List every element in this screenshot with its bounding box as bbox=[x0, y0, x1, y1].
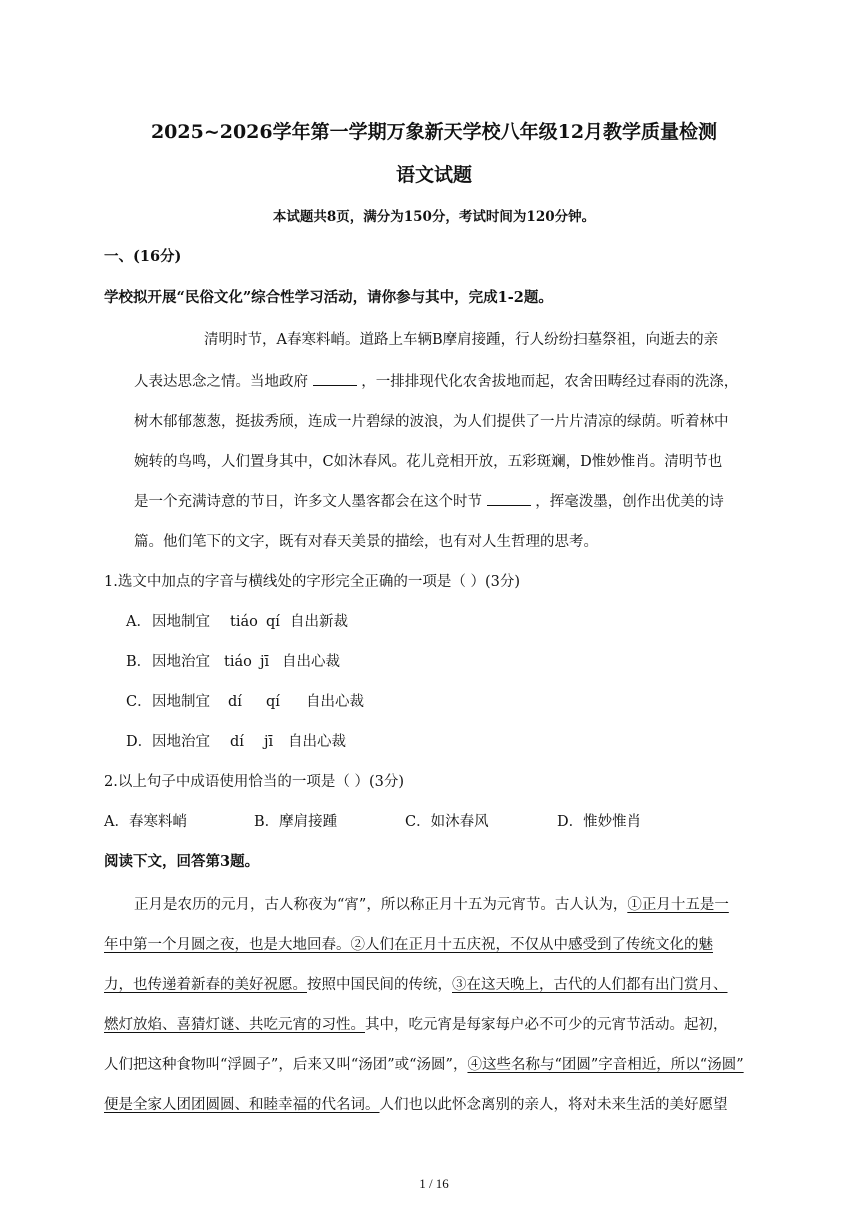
option-text: 因地制宜 bbox=[152, 614, 210, 630]
page-number: 1 / 16 bbox=[419, 1176, 449, 1191]
q1-option-a bbox=[126, 610, 348, 631]
underlined-sentence-3: 燃灯放焰、喜猜灯谜、共吃元宵的习性。 bbox=[104, 1017, 365, 1033]
option-text: 因地治宜 bbox=[152, 654, 210, 670]
passage-line: 清明时节，A春寒料峭。道路上车辆B摩肩接踵，行人纷纷扫墓祭祖，向逝去的亲 bbox=[204, 332, 719, 348]
option-text: 因地制宜 bbox=[152, 694, 210, 710]
option-pinyin: jī bbox=[260, 654, 270, 670]
reading-text: 其中，吃元宵是每家每户必不可少的元宵节活动。起初， bbox=[365, 1017, 728, 1033]
option-pinyin: tiáo bbox=[224, 654, 252, 670]
q2-option-a: A．春寒料峭 bbox=[104, 814, 187, 830]
question-2-stem: 2.以上句子中成语使用恰当的一项是（ ）(3分) bbox=[104, 774, 404, 790]
q1-option-b bbox=[126, 650, 340, 671]
passage-text: ，一排排现代化农舍拔地而起，农舍田畴经过春雨的洗涤， bbox=[361, 374, 739, 390]
passage-line bbox=[134, 490, 724, 511]
underlined-sentence-3: ③在这天晚上，古代的人们都有出门赏月、 bbox=[452, 977, 728, 993]
q2-option-b: B．摩肩接踵 bbox=[254, 814, 338, 830]
underlined-sentence-4: ④这些名称与“团圆”字音相近，所以“汤圆” bbox=[467, 1057, 744, 1073]
passage-line: 篇。他们笔下的文字，既有对春天美景的描绘，也有对人生哲理的思考。 bbox=[134, 534, 598, 550]
underlined-sentence-4: 便是全家人团团圆圆、和睦幸福的代名词。 bbox=[104, 1097, 380, 1113]
option-pinyin: qí bbox=[266, 614, 280, 630]
option-label: A． bbox=[126, 614, 151, 630]
option-pinyin: qí bbox=[266, 694, 280, 710]
underlined-sentence-1: 年中第一个月圆之夜，也是大地回春。 bbox=[104, 937, 351, 953]
q2-option-c: C．如沐春风 bbox=[405, 814, 489, 830]
option-label: D． bbox=[126, 734, 153, 750]
underlined-sentence-2: ②人们在正月十五庆祝，不仅从中感受到了传统文化的魅 bbox=[350, 937, 713, 953]
option-pinyin: dí bbox=[228, 694, 242, 710]
section-task: 学校拟开展“民俗文化”综合性学习活动，请你参与其中，完成1-2题。 bbox=[104, 289, 553, 306]
reading-text: 正月是农历的元月，古人称夜为“宵”，所以称正月十五为元宵节。古人认为， bbox=[134, 897, 628, 913]
option-text: 自出心裁 bbox=[288, 734, 346, 750]
option-text: 自出心裁 bbox=[282, 654, 340, 670]
passage-text: 人表达思念之情。当地政府 bbox=[134, 374, 308, 390]
option-label: B． bbox=[126, 654, 152, 670]
underlined-sentence-1: ①正月十五是一 bbox=[627, 897, 729, 913]
q2-option-d: D．惟妙惟肖 bbox=[557, 814, 642, 830]
reading-text: 人们也以此怀念离别的亲人，将对未来生活的美好愿望 bbox=[379, 1097, 728, 1113]
reading-text: 人们把这种食物叫“浮圆子”，后来又叫“汤团”或“汤圆”， bbox=[104, 1057, 468, 1073]
fill-blank bbox=[313, 373, 357, 386]
passage-text: ，挥毫泼墨，创作出优美的诗 bbox=[535, 494, 724, 510]
reading-line bbox=[104, 1053, 744, 1074]
reading-text: 按照中国民间的传统， bbox=[307, 977, 452, 993]
option-text: 因地治宜 bbox=[152, 734, 210, 750]
option-pinyin: dí bbox=[230, 734, 244, 750]
q1-option-d bbox=[126, 730, 346, 751]
passage-line: 树木郁郁葱葱，挺拔秀颀，连成一片碧绿的波浪，为人们提供了一片片清凉的绿荫。听着林中 bbox=[134, 414, 729, 430]
option-text: 自出心裁 bbox=[306, 694, 364, 710]
exam-title: 2025~2026学年第一学期万象新天学校八年级12月教学质量检测 bbox=[150, 121, 718, 143]
underlined-sentence-2: 力，也传递着新春的美好祝愿。 bbox=[104, 977, 307, 993]
passage-text: 是一个充满诗意的节日，许多文人墨客都会在这个时节 bbox=[134, 494, 482, 510]
reading-line bbox=[104, 1093, 728, 1114]
reading-line bbox=[104, 933, 713, 954]
option-label: C． bbox=[126, 694, 152, 710]
subject-title: 语文试题 bbox=[395, 164, 472, 186]
fill-blank bbox=[487, 493, 531, 506]
passage-line: 婉转的鸟鸣，人们置身其中，C如沐春风。花儿竞相开放，五彩斑斓，D惟妙惟肖。清明节也 bbox=[134, 454, 723, 470]
reading-line bbox=[104, 973, 728, 994]
option-text: 自出新裁 bbox=[290, 614, 348, 630]
reading-line bbox=[104, 1013, 728, 1034]
q1-option-c bbox=[126, 690, 364, 711]
section-heading: 一、(16分) bbox=[104, 248, 182, 265]
option-pinyin: jī bbox=[264, 734, 274, 750]
option-pinyin: tiáo bbox=[230, 614, 258, 630]
question-1-stem: 1.选文中加点的字音与横线处的字形完全正确的一项是（ ）(3分) bbox=[104, 574, 520, 590]
reading-line bbox=[134, 893, 729, 914]
passage-line bbox=[134, 370, 738, 391]
reading-heading: 阅读下文，回答第3题。 bbox=[104, 853, 260, 870]
exam-info: 本试题共8页，满分为150分，考试时间为120分钟。 bbox=[272, 209, 596, 225]
